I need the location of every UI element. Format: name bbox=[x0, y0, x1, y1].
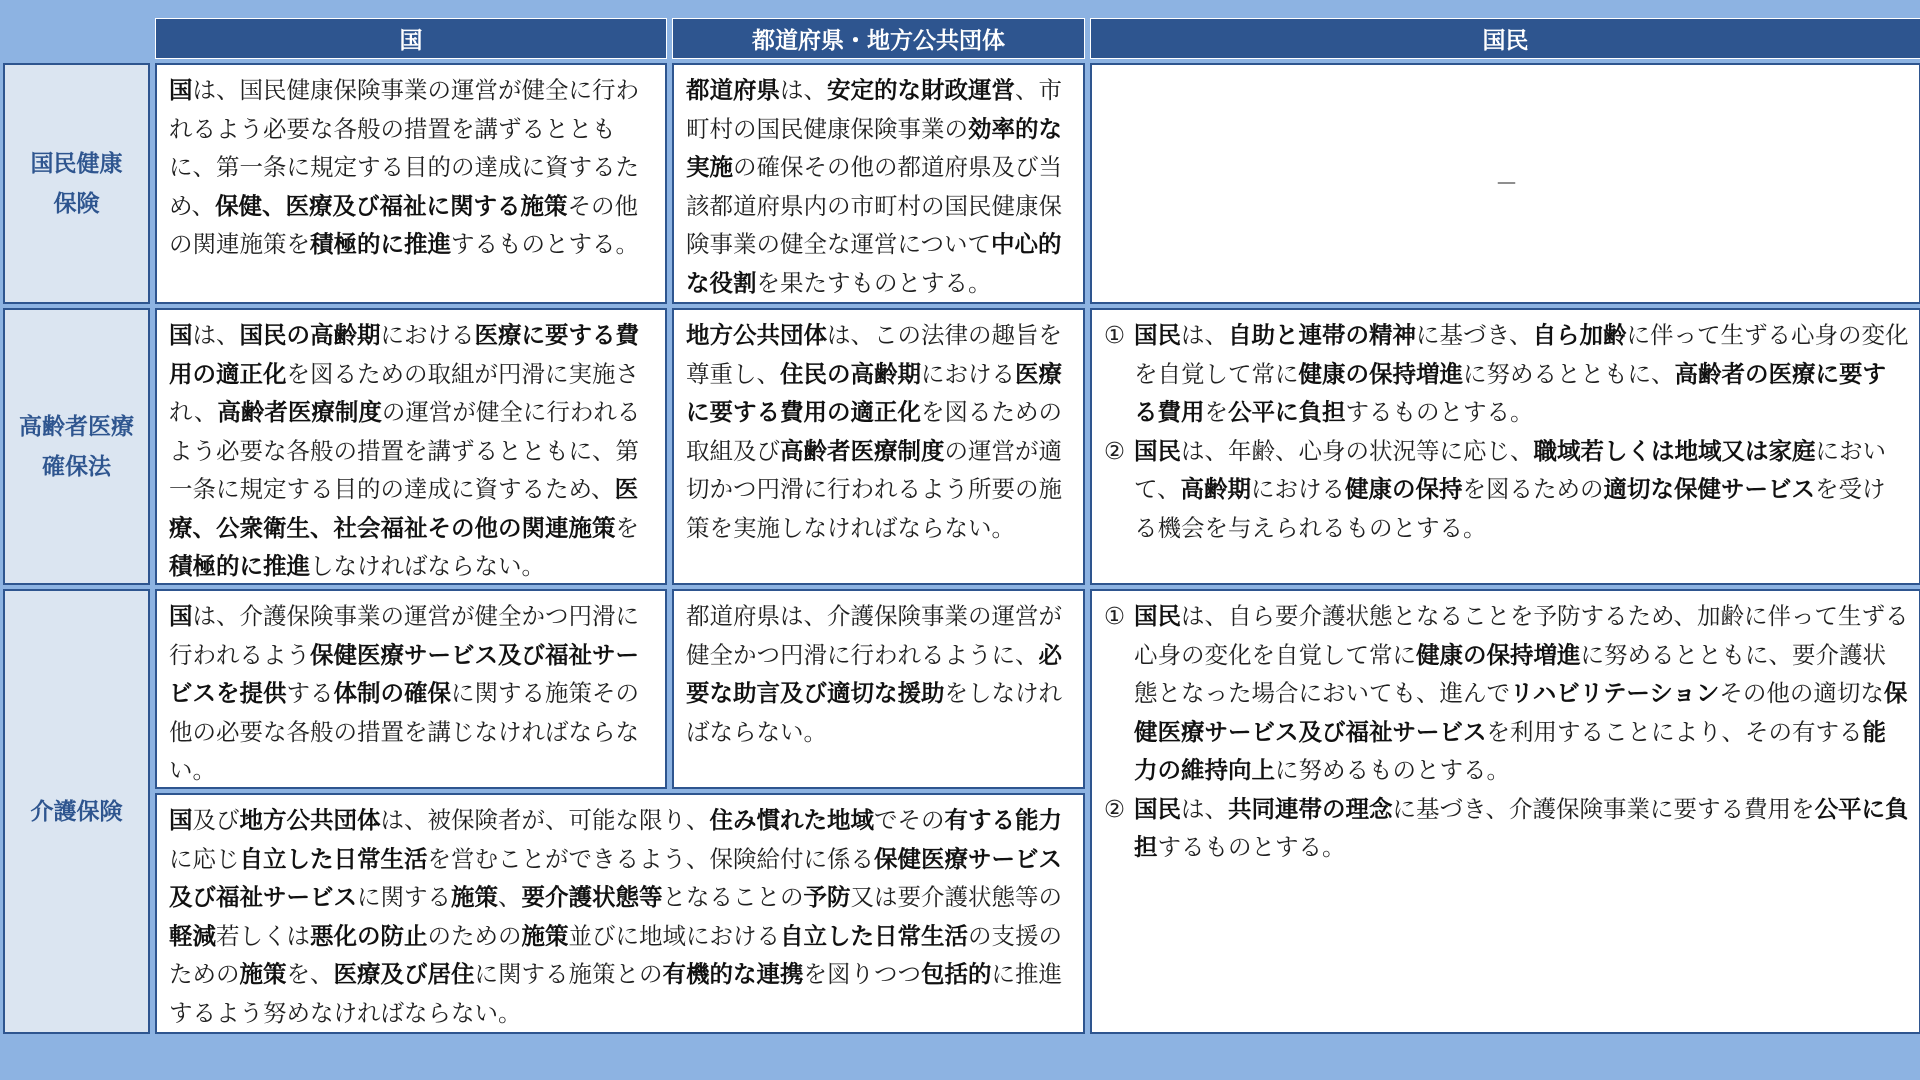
emphasis-text: 住み慣れた地域 bbox=[709, 806, 874, 834]
emphasis-text: 国 bbox=[169, 321, 193, 349]
body-text: 又は要介護状態等の bbox=[850, 883, 1062, 911]
body-text: は、この法律の趣旨を尊重し、 bbox=[686, 321, 1062, 388]
body-text: の運営が健全に行われるよう必要な各般の措置を講ずるとともに、第一条に規定する目的の達成に資するため、 bbox=[169, 398, 641, 503]
emphasis-text: 積極的に推進 bbox=[169, 552, 310, 580]
emphasis-text: 予防 bbox=[803, 883, 851, 911]
cell-elderly-citizens bbox=[1090, 308, 1920, 585]
emphasis-text: 国 bbox=[169, 806, 193, 834]
row-label-nhi bbox=[3, 63, 150, 304]
row-label-ltc-text: 介護保険 bbox=[30, 798, 123, 825]
emphasis-text: 医療及び居住 bbox=[333, 960, 475, 988]
emphasis-text: 体制の確保 bbox=[333, 679, 451, 707]
body-text: を営むことができるよう、保険給付に係る bbox=[427, 844, 874, 873]
emphasis-text: 能力の維持向上 bbox=[1134, 717, 1886, 784]
emphasis-text: 自立した日常生活 bbox=[239, 844, 428, 873]
body-text: 及び bbox=[192, 806, 240, 834]
body-text: の確保その他の都道府県及び当該都道府県内の市町村の国民健康保険事業の健全な運営について bbox=[686, 153, 1062, 258]
body-text: に努めるとともに、要介護状態となった場合においても、進んで bbox=[1134, 640, 1886, 707]
body-text: 、 bbox=[498, 883, 522, 911]
comparison-table bbox=[3, 18, 1920, 1034]
body-text: における bbox=[921, 359, 1015, 388]
emphasis-text: 健康の保持 bbox=[1345, 475, 1463, 503]
emphasis-text: 医療に要する費用の適正化 bbox=[686, 359, 1062, 426]
citizen-clause bbox=[1104, 432, 1909, 548]
emphasis-text: 自立した日常生活 bbox=[780, 921, 968, 950]
clause-number: ② bbox=[1104, 794, 1126, 823]
body-text: は、 bbox=[192, 321, 240, 349]
body-text: でその bbox=[874, 806, 945, 834]
body-text: に関する施策その他の必要な各般の措置を講じなければならない。 bbox=[169, 679, 639, 784]
body-text: は、 bbox=[780, 76, 827, 104]
emphasis-text: 効率的な実施 bbox=[686, 114, 1062, 181]
emphasis-text: 国 bbox=[169, 76, 193, 104]
emphasis-text: 国民 bbox=[1134, 436, 1181, 465]
body-text: となることの bbox=[662, 883, 804, 911]
body-text: に基づき、 bbox=[1416, 321, 1533, 349]
emphasis-text: 悪化の防止 bbox=[310, 921, 428, 950]
body-text: に努めるとともに、 bbox=[1463, 359, 1675, 388]
row-label-nhi-line2: 保険 bbox=[53, 190, 100, 217]
body-text: その他の関連施策を bbox=[169, 191, 639, 258]
emphasis-text: 必要な助言及び適切な援助 bbox=[686, 640, 1062, 707]
body-text: を図りつつ bbox=[803, 960, 921, 988]
emphasis-text: 安定的な財政運営 bbox=[827, 76, 1015, 104]
citizen-clause bbox=[1104, 790, 1909, 867]
body-text: は、年齢、心身の状況等に応じ、 bbox=[1181, 436, 1534, 465]
body-text: は、自ら要介護状態となることを予防するため、加齢に伴って生ずる心身の変化を自覚して常に bbox=[1134, 602, 1909, 669]
emphasis-text: 保健医療サービス及び福祉サービス bbox=[169, 844, 1062, 911]
clause-number: ① bbox=[1104, 602, 1126, 630]
body-text: 都道府県は、介護保険事業の運営が健全かつ円滑に行われるように、 bbox=[686, 602, 1062, 669]
emphasis-text: 国民 bbox=[1134, 602, 1181, 630]
body-text: に基づき、介護保険事業に要する費用を bbox=[1392, 794, 1815, 823]
emphasis-text: 保健医療サービス及び福祉サービス bbox=[1134, 679, 1908, 746]
emphasis-text: 積極的に推進 bbox=[310, 230, 451, 258]
cell-nhi-prefecture bbox=[672, 63, 1085, 304]
emphasis-text: 保健医療サービス及び福祉サービスを提供 bbox=[169, 640, 639, 707]
clause-number: ② bbox=[1104, 436, 1126, 465]
emphasis-text: 国 bbox=[169, 602, 193, 630]
header-citizens: 国民 bbox=[1090, 18, 1920, 59]
body-text: 、市町村の国民健康保険事業の bbox=[686, 76, 1062, 143]
emphasis-text: 共同連帯の理念 bbox=[1228, 794, 1393, 823]
emphasis-text: 地方公共団体 bbox=[686, 321, 827, 349]
emphasis-text: 健康の保持増進 bbox=[1416, 640, 1581, 669]
body-text: における bbox=[1251, 475, 1346, 503]
emphasis-text: 有機的な連携 bbox=[662, 960, 804, 988]
body-text: を図るための取組が円滑に実施され、 bbox=[169, 359, 639, 426]
emphasis-text: リハビリテーション bbox=[1510, 679, 1720, 707]
body-text: に応じ bbox=[169, 844, 240, 873]
body-text: するものとする。 bbox=[1345, 398, 1534, 426]
body-text: に推進するよう努めなければならない。 bbox=[169, 960, 1062, 1027]
emphasis-text: 職域若しくは地域又は家庭 bbox=[1533, 436, 1816, 465]
emphasis-text: 医療、公衆衛生、社会福祉その他の関連施策 bbox=[169, 475, 639, 542]
body-text: に関する bbox=[357, 883, 451, 911]
body-text: を受ける機会を与えられるものとする。 bbox=[1134, 475, 1886, 542]
body-text: の運営が適切かつ円滑に行われるよう所要の施策を実施しなければならない。 bbox=[686, 436, 1062, 542]
emphasis-text: 包括的 bbox=[921, 960, 992, 988]
body-text: は、被保険者が、可能な限り、 bbox=[380, 806, 710, 834]
body-text: しなければならない。 bbox=[310, 552, 545, 580]
row-label-elderly-line2: 確保法 bbox=[42, 453, 111, 480]
clause-text bbox=[1134, 597, 1909, 790]
cell-nhi-citizens bbox=[1090, 63, 1920, 304]
body-text: を bbox=[615, 513, 639, 542]
emphasis-text: 国民 bbox=[1134, 794, 1181, 823]
body-text: は、国民健康保険事業の運営が健全に行われるよう必要な各般の措置を講ずるとともに、第一条に規定する目的の達成に資するため、 bbox=[169, 76, 639, 220]
body-text: に伴って生ずる心身の変化を自覚して常に bbox=[1134, 321, 1909, 388]
row-label-elderly-line1: 高齢者医療 bbox=[19, 413, 134, 440]
dash-text: － bbox=[1495, 171, 1518, 198]
row-label-nhi-line1: 国民健康 bbox=[30, 150, 123, 177]
body-text: に努めるものとする。 bbox=[1275, 756, 1510, 784]
emphasis-text: 自ら加齢 bbox=[1532, 321, 1627, 349]
body-text: 並びに地域における bbox=[568, 921, 780, 950]
emphasis-text: 国民 bbox=[1134, 321, 1181, 349]
emphasis-text: 施策 bbox=[239, 960, 287, 988]
clause-number: ① bbox=[1104, 321, 1126, 349]
body-text: の支援のための bbox=[169, 921, 1062, 988]
header-national: 国 bbox=[155, 18, 667, 59]
emphasis-text: 自助と連帯の精神 bbox=[1228, 321, 1416, 349]
emphasis-text: 国民の高齢期 bbox=[239, 321, 381, 349]
body-text: その他の適切な bbox=[1719, 679, 1884, 707]
citizen-clause bbox=[1104, 597, 1909, 790]
body-text: 若しくは bbox=[216, 921, 310, 950]
emphasis-text: 保健、医療及び福祉に関する施策 bbox=[215, 191, 568, 220]
row-label-ltc bbox=[3, 589, 150, 1034]
body-text: を、 bbox=[286, 960, 334, 988]
emphasis-text: 健康の保持増進 bbox=[1298, 359, 1463, 388]
emphasis-text: 中心的な役割 bbox=[686, 230, 1062, 297]
cell-elderly-national bbox=[155, 308, 667, 585]
emphasis-text: 高齢者医療制度 bbox=[780, 436, 945, 465]
emphasis-text: 要介護状態等 bbox=[521, 883, 663, 911]
body-text: のための bbox=[427, 921, 522, 950]
cell-elderly-prefecture bbox=[672, 308, 1085, 585]
body-text: を bbox=[1204, 398, 1228, 426]
clause-text bbox=[1134, 432, 1909, 548]
emphasis-text: 適切な保健サービス bbox=[1603, 475, 1816, 503]
emphasis-text: 高齢期 bbox=[1180, 475, 1252, 503]
emphasis-text: 高齢者医療制度 bbox=[217, 398, 382, 426]
emphasis-text: 有する能力 bbox=[944, 806, 1062, 834]
emphasis-text: 高齢者の医療に要する費用 bbox=[1134, 359, 1886, 426]
cell-ltc-citizens bbox=[1090, 589, 1920, 1034]
body-text: を利用することにより、その有する bbox=[1486, 717, 1863, 746]
cell-ltc-national bbox=[155, 589, 667, 789]
body-text: を図るための bbox=[1462, 475, 1604, 503]
emphasis-text: 医療に要する費用の適正化 bbox=[169, 321, 639, 388]
emphasis-text: 住民の高齢期 bbox=[780, 359, 921, 388]
body-text: する bbox=[286, 679, 334, 707]
emphasis-text: 都道府県 bbox=[686, 76, 780, 104]
body-text: に関する施策との bbox=[474, 960, 663, 988]
header-prefecture: 都道府県・地方公共団体 bbox=[672, 18, 1085, 59]
body-text: するものとする。 bbox=[451, 230, 639, 258]
body-text: を図るための取組及び bbox=[686, 398, 1062, 465]
body-text: において、 bbox=[1134, 436, 1886, 503]
body-text: は、介護保険事業の運営が健全かつ円滑に行われるよう bbox=[169, 602, 639, 669]
body-text: は、 bbox=[1181, 794, 1228, 823]
emphasis-text: 施策 bbox=[521, 921, 569, 950]
cell-nhi-national bbox=[155, 63, 667, 304]
emphasis-text: 公平に負担 bbox=[1134, 794, 1909, 861]
body-text: をしなければならない。 bbox=[686, 679, 1062, 746]
emphasis-text: 公平に負担 bbox=[1228, 398, 1346, 426]
body-text: は、 bbox=[1181, 321, 1228, 349]
body-text: を果たすものとする。 bbox=[756, 268, 992, 297]
emphasis-text: 軽減 bbox=[169, 921, 216, 950]
emphasis-text: 施策 bbox=[451, 883, 498, 911]
header-corner bbox=[3, 18, 150, 59]
clause-text bbox=[1134, 316, 1909, 432]
body-text: するものとする。 bbox=[1157, 833, 1346, 861]
citizen-clause bbox=[1104, 316, 1909, 432]
cell-ltc-prefecture bbox=[672, 589, 1085, 789]
clause-text bbox=[1134, 790, 1909, 867]
row-label-elderly bbox=[3, 308, 150, 585]
body-text: における bbox=[380, 321, 475, 349]
emphasis-text: 地方公共団体 bbox=[239, 806, 381, 834]
cell-ltc-joint bbox=[155, 793, 1085, 1034]
